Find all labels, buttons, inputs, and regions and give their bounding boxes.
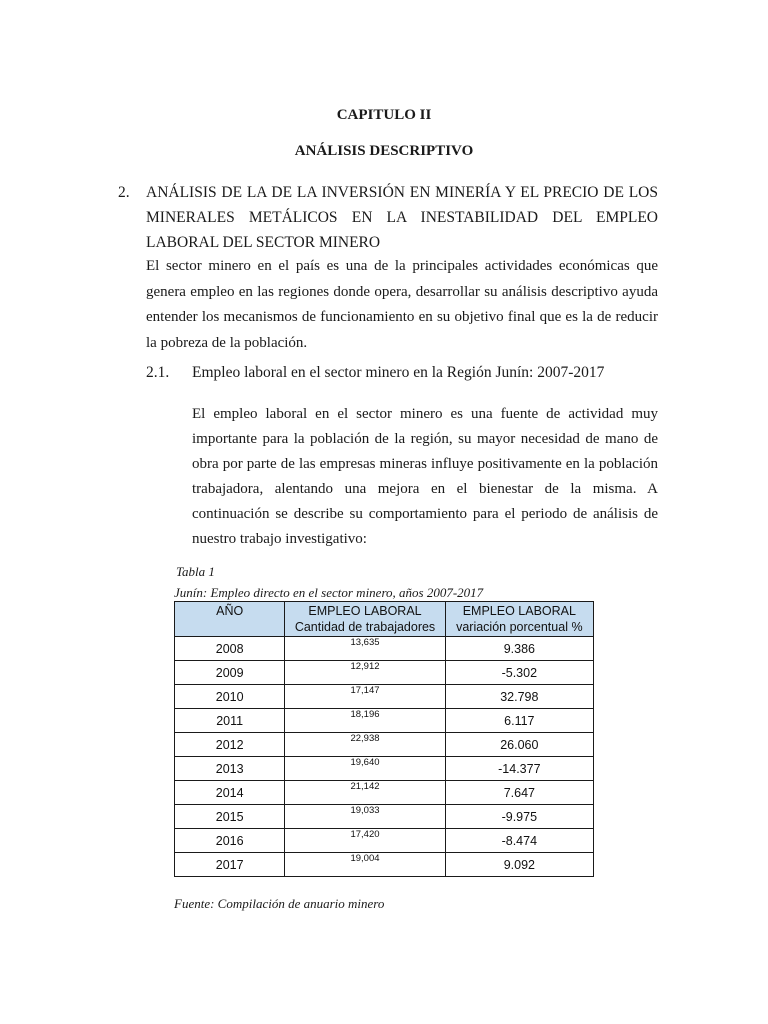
cell-year: 2009 bbox=[175, 661, 285, 685]
cell-workers: 22,938 bbox=[285, 733, 445, 757]
cell-workers: 21,142 bbox=[285, 781, 445, 805]
cell-variation: -8.474 bbox=[445, 829, 593, 853]
cell-year: 2013 bbox=[175, 757, 285, 781]
header-workers-line1: EMPLEO LABORAL bbox=[308, 604, 422, 618]
table-row bbox=[175, 757, 594, 781]
header-workers-line2: Cantidad de trabajadores bbox=[294, 620, 436, 634]
cell-year: 2016 bbox=[175, 829, 285, 853]
table-row bbox=[175, 781, 594, 805]
table-label: Tabla 1 bbox=[176, 564, 215, 579]
cell-variation: 32.798 bbox=[445, 685, 593, 709]
table-row bbox=[175, 637, 594, 661]
cell-workers: 18,196 bbox=[285, 709, 445, 733]
chapter-label: CAPITULO II bbox=[336, 107, 432, 123]
cell-variation: 6.117 bbox=[445, 709, 593, 733]
cell-workers: 17,147 bbox=[285, 685, 445, 709]
cell-variation: -9.975 bbox=[445, 805, 593, 829]
cell-variation: 9.386 bbox=[445, 637, 593, 661]
header-variation-line1: EMPLEO LABORAL bbox=[462, 604, 576, 618]
cell-year: 2014 bbox=[175, 781, 285, 805]
table-row bbox=[175, 733, 594, 757]
cell-year: 2017 bbox=[175, 853, 285, 877]
section-paragraph: El sector minero en el país es una de la principales actividades económicas que genera empleo en las regiones donde opera, desarrollar su análisis descriptivo ayuda entender los mecanismos de funcionamiento en su objetivo final que es la de reducir la pobreza de la población. bbox=[146, 258, 658, 351]
table-row bbox=[175, 829, 594, 853]
header-variation-line2: variación porcentual % bbox=[456, 620, 583, 634]
table-body bbox=[175, 637, 594, 877]
employment-table bbox=[174, 601, 594, 877]
cell-year: 2015 bbox=[175, 805, 285, 829]
section-number: 2. bbox=[118, 184, 130, 201]
cell-year: 2010 bbox=[175, 685, 285, 709]
cell-variation: 26.060 bbox=[445, 733, 593, 757]
table-row bbox=[175, 685, 594, 709]
table-row bbox=[175, 805, 594, 829]
table-row bbox=[175, 709, 594, 733]
cell-workers: 17,420 bbox=[285, 829, 445, 853]
subsection-paragraph: El empleo laboral en el sector minero es una fuente de actividad muy importante para la población de la región, su mayor necesidad de mano de obra por parte de las empresas mineras influye positivamente en la población trabajadora, alentando una mejora en el bienestar de la misma. A continuación se describe su comportamiento para el periodo de análisis de nuestro trabajo investigativo: bbox=[192, 406, 658, 547]
subsection-title: Empleo laboral en el sector minero en la Región Junín: 2007-2017 bbox=[192, 364, 605, 381]
cell-year: 2012 bbox=[175, 733, 285, 757]
table-source: Fuente: Compilación de anuario minero bbox=[174, 896, 385, 911]
header-workers bbox=[285, 602, 445, 637]
cell-workers: 12,912 bbox=[285, 661, 445, 685]
table-caption: Junín: Empleo directo en el sector minero, años 2007-2017 bbox=[174, 585, 484, 600]
cell-year: 2011 bbox=[175, 709, 285, 733]
cell-workers: 19,004 bbox=[285, 853, 445, 877]
header-year: AÑO bbox=[175, 602, 285, 637]
table-row bbox=[175, 661, 594, 685]
cell-workers: 19,033 bbox=[285, 805, 445, 829]
cell-variation: -14.377 bbox=[445, 757, 593, 781]
subsection-number: 2.1. bbox=[146, 364, 170, 381]
header-variation bbox=[445, 602, 593, 637]
cell-workers: 19,640 bbox=[285, 757, 445, 781]
cell-variation: 9.092 bbox=[445, 853, 593, 877]
cell-variation: 7.647 bbox=[445, 781, 593, 805]
cell-variation: -5.302 bbox=[445, 661, 593, 685]
table-header-row bbox=[175, 602, 594, 637]
chapter-title: ANÁLISIS DESCRIPTIVO bbox=[294, 143, 474, 159]
table-row bbox=[175, 853, 594, 877]
section-title: ANÁLISIS DE LA DE LA INVERSIÓN EN MINERÍA Y EL PRECIO DE LOS MINERALES METÁLICOS EN LA INESTABILIDAD DEL EMPLEO LABORAL DEL SECTOR MINERO bbox=[146, 184, 658, 251]
cell-year: 2008 bbox=[175, 637, 285, 661]
cell-workers: 13,635 bbox=[285, 637, 445, 661]
